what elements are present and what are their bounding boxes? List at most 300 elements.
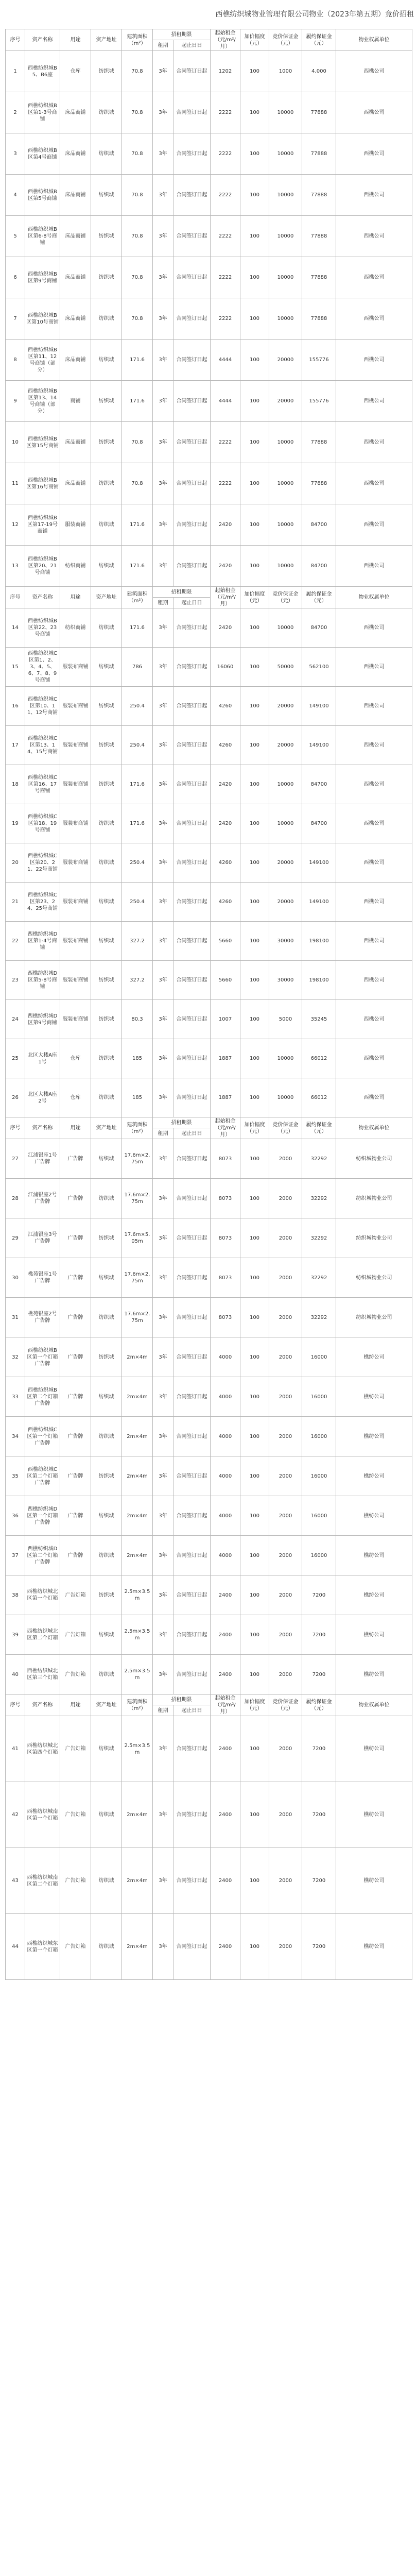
table-row [6,726,412,765]
row-use: 服装商铺 [60,504,91,546]
row-price: 16060 [211,648,240,687]
row-price: 2420 [211,546,240,587]
header-deposit: 竞价保证金（元） [269,1694,302,1716]
row-seq: 14 [6,608,25,648]
row-price: 1887 [211,1039,240,1078]
row-use: 广告牌 [60,1456,91,1496]
row-asset: 西樵纺织城D区第二个灯箱广告牌 [25,1536,60,1575]
row-asset: 樵苑银座1号广告牌 [25,1258,60,1298]
table-row [6,1655,412,1694]
row-asset: 樵苑银座2号广告牌 [25,1298,60,1337]
row-deposit: 2000 [269,1218,302,1258]
row-perf-bond: 7200 [302,1716,336,1782]
header-location: 资产地址 [91,1117,122,1139]
row-seq: 34 [6,1417,25,1456]
row-asset: 西樵纺织城D区第一个灯箱广告牌 [25,1496,60,1536]
row-area: 2.5m×3.5m [122,1575,153,1615]
row-use: 纺织商铺 [60,546,91,587]
row-area: 70.8 [122,422,153,463]
row-start: 合同签订日起 [173,726,211,765]
row-increment: 100 [240,1179,269,1218]
row-perf-bond: 16000 [302,1337,336,1377]
row-seq: 20 [6,843,25,883]
row-owner: 樵纺公司 [336,1848,412,1914]
row-location: 纺织城 [91,922,122,961]
row-asset: 西樵纺织城南区第二个灯箱 [25,1848,60,1914]
row-start: 合同签订日起 [173,298,211,340]
row-increment: 100 [240,51,269,92]
row-location: 纺织城 [91,1417,122,1456]
table-row [6,1782,412,1848]
row-price: 2400 [211,1615,240,1655]
row-increment: 100 [240,1039,269,1078]
row-start: 合同签订日起 [173,1377,211,1417]
row-perf-bond: 77888 [302,257,336,298]
row-increment: 100 [240,504,269,546]
row-asset: 西樵纺织城B5、B6座 [25,51,60,92]
row-deposit: 10000 [269,1039,302,1078]
row-years: 3年 [153,51,173,92]
row-perf-bond: 149100 [302,687,336,726]
header-area: 建筑面积（m²） [122,29,153,51]
row-asset: 西樵纺织城东区第一个灯箱 [25,1914,60,1980]
table-row [6,1039,412,1078]
row-location: 纺织城 [91,1575,122,1615]
row-years: 3年 [153,883,173,922]
row-area: 70.8 [122,463,153,504]
row-years: 3年 [153,1337,173,1377]
row-deposit: 2000 [269,1782,302,1848]
header-seq: 序号 [6,29,25,51]
row-deposit: 10000 [269,804,302,843]
row-location: 纺织城 [91,1456,122,1496]
row-start: 合同签订日起 [173,422,211,463]
row-price: 2222 [211,463,240,504]
row-use: 床品商铺 [60,298,91,340]
table-row [6,1456,412,1496]
row-increment: 100 [240,1298,269,1337]
row-deposit: 1000 [269,51,302,92]
row-price: 2400 [211,1716,240,1782]
row-price: 1202 [211,51,240,92]
row-start: 合同签订日起 [173,1496,211,1536]
row-seq: 36 [6,1496,25,1536]
header-use: 用途 [60,29,91,51]
row-seq: 35 [6,1456,25,1496]
row-asset: 西樵纺织城D区第9号商铺 [25,1000,60,1039]
row-area: 250.4 [122,687,153,726]
row-price: 4000 [211,1377,240,1417]
row-owner: 樵纺公司 [336,1377,412,1417]
row-use: 广告灯箱 [60,1615,91,1655]
row-perf-bond: 16000 [302,1496,336,1536]
row-years: 3年 [153,1000,173,1039]
row-seq: 15 [6,648,25,687]
table-row [6,463,412,504]
row-perf-bond: 7200 [302,1848,336,1914]
row-owner: 纺织城物业公司 [336,1258,412,1298]
header-location: 资产地址 [91,29,122,51]
row-start: 合同签订日起 [173,648,211,687]
row-use: 仓库 [60,51,91,92]
row-asset: 西樵纺织城D区第1-4号商铺 [25,922,60,961]
row-increment: 100 [240,687,269,726]
row-start: 合同签订日起 [173,133,211,175]
row-increment: 100 [240,1496,269,1536]
row-location: 纺织城 [91,1914,122,1980]
row-deposit: 20000 [269,726,302,765]
row-owner: 樵纺公司 [336,1782,412,1848]
row-use: 广告牌 [60,1298,91,1337]
row-location: 纺织城 [91,1258,122,1298]
row-perf-bond: 84700 [302,608,336,648]
row-seq: 21 [6,883,25,922]
table-row [6,687,412,726]
row-location: 纺织城 [91,765,122,804]
row-use: 床品商铺 [60,133,91,175]
row-years: 3年 [153,92,173,133]
table-row [6,298,412,340]
row-area: 2m×4m [122,1417,153,1456]
header-owner: 物业权属单位 [336,1694,412,1716]
header-perf-bond: 履约保证金（元） [302,29,336,51]
row-start: 合同签订日起 [173,1417,211,1456]
header-row [6,1694,412,1705]
row-price: 2222 [211,175,240,216]
row-location: 纺织城 [91,883,122,922]
row-deposit: 2000 [269,1337,302,1377]
row-area: 17.6m×2.75m [122,1179,153,1218]
row-owner: 西樵公司 [336,422,412,463]
row-start: 合同签订日起 [173,1848,211,1914]
row-start: 合同签订日起 [173,463,211,504]
table-row [6,1536,412,1575]
row-deposit: 10000 [269,133,302,175]
table-row [6,504,412,546]
row-perf-bond: 77888 [302,422,336,463]
header-term-years: 租期 [153,1128,173,1139]
row-owner: 樵纺公司 [336,1575,412,1615]
row-perf-bond: 77888 [302,298,336,340]
row-location: 纺织城 [91,546,122,587]
row-price: 1007 [211,1000,240,1039]
row-years: 3年 [153,648,173,687]
row-perf-bond: 149100 [302,883,336,922]
row-location: 纺织城 [91,1139,122,1179]
row-seq: 41 [6,1716,25,1782]
row-location: 纺织城 [91,1039,122,1078]
row-price: 8073 [211,1218,240,1258]
row-use: 床品商铺 [60,422,91,463]
row-start: 合同签订日起 [173,1575,211,1615]
row-perf-bond: 77888 [302,216,336,257]
row-start: 合同签订日起 [173,608,211,648]
row-asset: 西樵纺织城北区第一个灯箱 [25,1575,60,1615]
row-area: 171.6 [122,340,153,381]
table-row [6,133,412,175]
row-price: 4260 [211,843,240,883]
row-deposit: 20000 [269,340,302,381]
row-years: 3年 [153,133,173,175]
row-years: 3年 [153,1039,173,1078]
row-owner: 西樵公司 [336,92,412,133]
row-seq: 29 [6,1218,25,1258]
table-row [6,381,412,422]
row-start: 合同签订日起 [173,216,211,257]
row-use: 广告灯箱 [60,1575,91,1615]
row-owner: 西樵公司 [336,1039,412,1078]
row-seq: 23 [6,961,25,1000]
row-asset: 西樵纺织城C区第18、19号商铺 [25,804,60,843]
header-perf-bond: 履约保证金（元） [302,1117,336,1139]
row-increment: 100 [240,883,269,922]
row-location: 纺织城 [91,340,122,381]
row-asset: 西樵纺织城北区第四个灯箱 [25,1716,60,1782]
row-increment: 100 [240,92,269,133]
row-location: 纺织城 [91,504,122,546]
rental-table [5,29,412,1980]
row-use: 床品商铺 [60,340,91,381]
row-years: 3年 [153,1298,173,1337]
row-use: 服装布商铺 [60,804,91,843]
row-asset: 西樵纺织城B区第9号商铺 [25,257,60,298]
row-area: 171.6 [122,765,153,804]
row-increment: 100 [240,463,269,504]
row-increment: 100 [240,648,269,687]
header-deposit: 竞价保证金（元） [269,1117,302,1139]
row-owner: 西樵公司 [336,51,412,92]
row-deposit: 2000 [269,1377,302,1417]
header-row [6,29,412,40]
row-location: 纺织城 [91,51,122,92]
row-increment: 100 [240,1258,269,1298]
row-deposit: 10000 [269,422,302,463]
row-use: 广告牌 [60,1258,91,1298]
table-row [6,92,412,133]
row-seq: 12 [6,504,25,546]
row-asset: 西樵纺织城B区第20、21号商铺 [25,546,60,587]
row-years: 3年 [153,726,173,765]
row-years: 3年 [153,1218,173,1258]
row-perf-bond: 198100 [302,961,336,1000]
row-asset: 西樵纺织城B区第4号商铺 [25,133,60,175]
row-asset: 西樵纺织城B区第二个灯箱广告牌 [25,1377,60,1417]
table-row [6,765,412,804]
table-row [6,1179,412,1218]
row-perf-bond: 77888 [302,92,336,133]
table-row [6,1258,412,1298]
row-years: 3年 [153,687,173,726]
row-increment: 100 [240,843,269,883]
row-years: 3年 [153,1139,173,1179]
row-start: 合同签订日起 [173,765,211,804]
table-row [6,1337,412,1377]
row-years: 3年 [153,922,173,961]
table-row [6,1078,412,1117]
header-term-group: 招租期限 [153,29,211,40]
row-seq: 40 [6,1655,25,1694]
row-owner: 西樵公司 [336,175,412,216]
row-price: 4000 [211,1337,240,1377]
row-perf-bond: 32292 [302,1179,336,1218]
row-owner: 樵纺公司 [336,1655,412,1694]
row-deposit: 2000 [269,1456,302,1496]
row-location: 纺织城 [91,1496,122,1536]
page-title: 西樵纺织城物业管理有限公司物业（2023年第五期）竞价招租 [215,10,414,19]
row-location: 纺织城 [91,1078,122,1117]
row-increment: 100 [240,257,269,298]
row-use: 床品商铺 [60,216,91,257]
row-asset: 西樵纺织城B区第6-8号商铺 [25,216,60,257]
table-row [6,175,412,216]
row-use: 服装布商铺 [60,1000,91,1039]
row-use: 广告灯箱 [60,1716,91,1782]
row-perf-bond: 32292 [302,1258,336,1298]
row-location: 纺织城 [91,1615,122,1655]
row-area: 327.2 [122,922,153,961]
row-area: 786 [122,648,153,687]
row-years: 3年 [153,1377,173,1417]
row-use: 床品商铺 [60,257,91,298]
row-years: 3年 [153,843,173,883]
row-start: 合同签订日起 [173,1078,211,1117]
row-owner: 樵纺公司 [336,1417,412,1456]
row-perf-bond: 7200 [302,1914,336,1980]
row-perf-bond: 155776 [302,340,336,381]
row-start: 合同签订日起 [173,1258,211,1298]
row-price: 4444 [211,381,240,422]
row-area: 2m×4m [122,1914,153,1980]
row-price: 2222 [211,422,240,463]
row-perf-bond: 32292 [302,1298,336,1337]
header-start: 起止日日 [173,598,211,608]
row-increment: 100 [240,608,269,648]
row-use: 广告牌 [60,1179,91,1218]
row-area: 80.3 [122,1000,153,1039]
row-increment: 100 [240,1782,269,1848]
row-years: 3年 [153,216,173,257]
row-start: 合同签订日起 [173,504,211,546]
row-area: 70.8 [122,92,153,133]
row-seq: 42 [6,1782,25,1848]
table-row [6,843,412,883]
row-owner: 西樵公司 [336,687,412,726]
row-area: 70.8 [122,175,153,216]
header-use: 用途 [60,1694,91,1716]
row-use: 床品商铺 [60,92,91,133]
row-seq: 32 [6,1337,25,1377]
row-owner: 西樵公司 [336,133,412,175]
row-area: 2.5m×3.5m [122,1615,153,1655]
row-asset: 西樵纺织城C区第23、24、25号商铺 [25,883,60,922]
row-use: 服装布商铺 [60,883,91,922]
row-seq: 9 [6,381,25,422]
row-deposit: 10000 [269,608,302,648]
row-asset: 北区大楼A座1号 [25,1039,60,1078]
row-perf-bond: 35245 [302,1000,336,1039]
row-years: 3年 [153,608,173,648]
row-asset: 西樵纺织城C区第二个灯箱广告牌 [25,1456,60,1496]
row-start: 合同签订日起 [173,1782,211,1848]
row-asset: 西樵纺织城C区第1、2、3、4、5、6、7、8、9号商铺 [25,648,60,687]
row-seq: 11 [6,463,25,504]
row-area: 2m×4m [122,1377,153,1417]
row-seq: 28 [6,1179,25,1218]
row-years: 3年 [153,1848,173,1914]
row-seq: 7 [6,298,25,340]
row-location: 纺织城 [91,843,122,883]
row-seq: 1 [6,51,25,92]
row-location: 纺织城 [91,175,122,216]
row-start: 合同签订日起 [173,1039,211,1078]
row-asset: 西樵纺织城C区第20、21、22号商铺 [25,843,60,883]
row-asset: 西樵纺织城B区第17-19号商铺 [25,504,60,546]
row-use: 仓库 [60,1039,91,1078]
table-row [6,608,412,648]
table-row [6,1139,412,1179]
row-increment: 100 [240,961,269,1000]
header-term-group: 招租期限 [153,1694,211,1705]
row-perf-bond: 16000 [302,1417,336,1456]
row-seq: 2 [6,92,25,133]
row-use: 广告灯箱 [60,1914,91,1980]
row-area: 2m×4m [122,1456,153,1496]
row-increment: 100 [240,133,269,175]
row-increment: 100 [240,1377,269,1417]
header-base-price: 起始租金（元/m²/月） [211,1694,240,1716]
row-deposit: 2000 [269,1716,302,1782]
row-owner: 西樵公司 [336,765,412,804]
row-area: 70.8 [122,51,153,92]
row-deposit: 2000 [269,1417,302,1456]
header-term-years: 租期 [153,1705,173,1716]
row-asset: 江浦银座2号广告牌 [25,1179,60,1218]
row-deposit: 2000 [269,1496,302,1536]
header-increment: 加价幅度（元） [240,587,269,608]
row-area: 2m×4m [122,1536,153,1575]
row-start: 合同签订日起 [173,51,211,92]
row-asset: 西樵纺织城北区第三个灯箱 [25,1655,60,1694]
header-asset: 资产名称 [25,1117,60,1139]
row-increment: 100 [240,1615,269,1655]
row-location: 纺织城 [91,1782,122,1848]
row-seq: 25 [6,1039,25,1078]
row-perf-bond: 84700 [302,804,336,843]
row-use: 纺织商铺 [60,608,91,648]
row-increment: 100 [240,422,269,463]
row-owner: 樵纺公司 [336,1496,412,1536]
row-years: 3年 [153,804,173,843]
row-price: 4444 [211,340,240,381]
row-price: 2400 [211,1914,240,1980]
row-owner: 西樵公司 [336,922,412,961]
row-area: 17.6m×2.75m [122,1258,153,1298]
row-owner: 西樵公司 [336,961,412,1000]
row-area: 70.8 [122,298,153,340]
row-location: 纺织城 [91,216,122,257]
row-deposit: 2000 [269,1139,302,1179]
row-perf-bond: 7200 [302,1782,336,1848]
row-perf-bond: 84700 [302,504,336,546]
row-perf-bond: 7200 [302,1575,336,1615]
row-owner: 西樵公司 [336,726,412,765]
row-perf-bond: 16000 [302,1377,336,1417]
row-use: 仓库 [60,1078,91,1117]
table-row [6,922,412,961]
row-perf-bond: 77888 [302,133,336,175]
row-location: 纺织城 [91,1298,122,1337]
row-deposit: 10000 [269,504,302,546]
